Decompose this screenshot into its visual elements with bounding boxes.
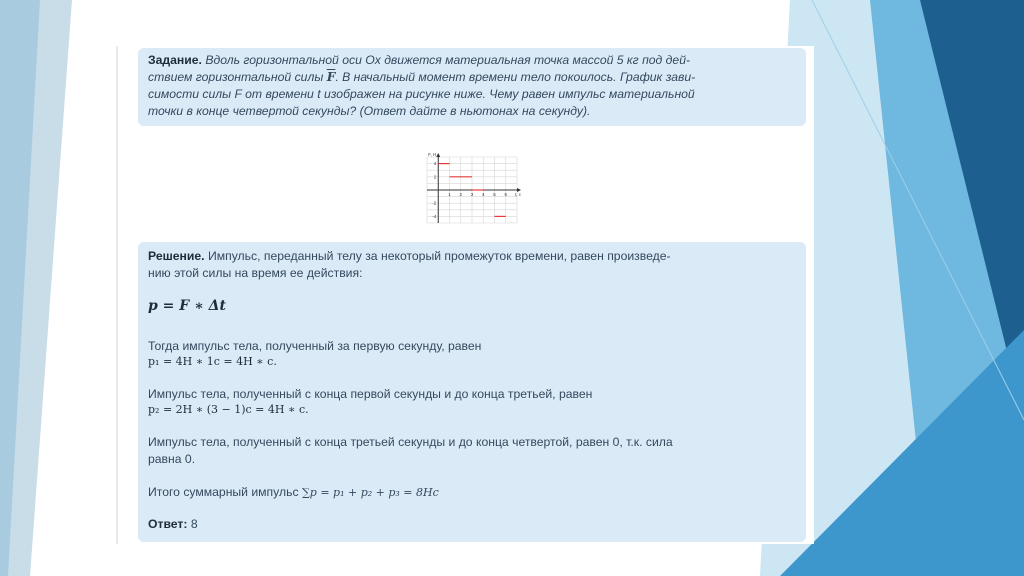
- task-text-2a: ствием горизонтальной силы: [148, 70, 327, 84]
- x-axis-label: t, c: [515, 192, 521, 197]
- task-label: Задание.: [148, 53, 202, 67]
- task-line-2: [148, 69, 796, 86]
- x-tick-label: 2: [459, 192, 463, 197]
- x-tick-label: 6: [504, 192, 508, 197]
- y-tick-label: -2: [432, 200, 437, 206]
- p2-formula: p₂ = 2H ∗ (3 − 1)c = 4H ∗ c.: [148, 403, 309, 416]
- task-text-2b: . В начальный момент времени тело покоилось. График зави-: [335, 70, 696, 84]
- task-line-1: [148, 52, 796, 69]
- p3-text-1: Импульс тела, полученный с конца третьей секунды и до конца четвертой, равен 0, т.к. сила: [148, 435, 673, 449]
- p3-text-2: равна 0.: [148, 452, 196, 466]
- main-formula: p = F ∗ Δt: [148, 298, 226, 314]
- total-text: Итого суммарный импульс: [148, 485, 302, 499]
- force-vector-symbol: $\overline{F}$: [326, 70, 336, 84]
- total-formula: ∑p = p₁ + p₂ + p₃ = 8Hc: [301, 486, 439, 499]
- y-axis-label: F, H: [428, 152, 437, 157]
- p1-formula: p₁ = 4H ∗ 1c = 4H ∗ c.: [148, 355, 277, 368]
- task-box: [138, 48, 806, 126]
- x-tick-label: 5: [493, 192, 496, 197]
- task-line-3: [148, 86, 796, 103]
- document-card: [116, 46, 814, 544]
- x-tick-label: 1: [448, 192, 451, 197]
- solution-box: [138, 242, 806, 542]
- p2-text: Импульс тела, полученный с конца первой секунды и до конца третьей, равен: [148, 387, 593, 401]
- y-tick-label: -4: [432, 213, 437, 219]
- solution-intro-text-1: Импульс, переданный телу за некоторый промежуток времени, равен произведе-: [207, 249, 671, 263]
- answer-value: 8: [190, 517, 198, 531]
- total-line: [148, 484, 796, 501]
- y-tick-label: 4: [433, 161, 437, 167]
- y-tick-label: 2: [433, 174, 437, 180]
- force-time-graph: [423, 151, 521, 227]
- task-line-4: [148, 103, 796, 120]
- answer-line: [148, 516, 796, 533]
- task-text-4: точки в конце четвертой секунды? (Ответ дайте в ньютонах на секунду).: [148, 104, 591, 118]
- solution-label: Решение.: [148, 249, 205, 263]
- solution-intro-2: нию этой силы на время ее действия:: [148, 266, 363, 280]
- answer-label: Ответ:: [148, 517, 188, 531]
- x-tick-label: 3: [470, 192, 474, 197]
- task-text-3: симости силы F от времени t изображен на рисунке ниже. Чему равен импульс материальной: [148, 87, 695, 101]
- p1-text: Тогда импульс тела, полученный за первую секунду, равен: [148, 339, 482, 353]
- solution-intro-1: [148, 248, 796, 265]
- task-text-1: Вдоль горизонтальной оси Ox движется материальная точка массой 5 кг под дей-: [205, 53, 691, 67]
- x-tick-label: 4: [481, 192, 485, 197]
